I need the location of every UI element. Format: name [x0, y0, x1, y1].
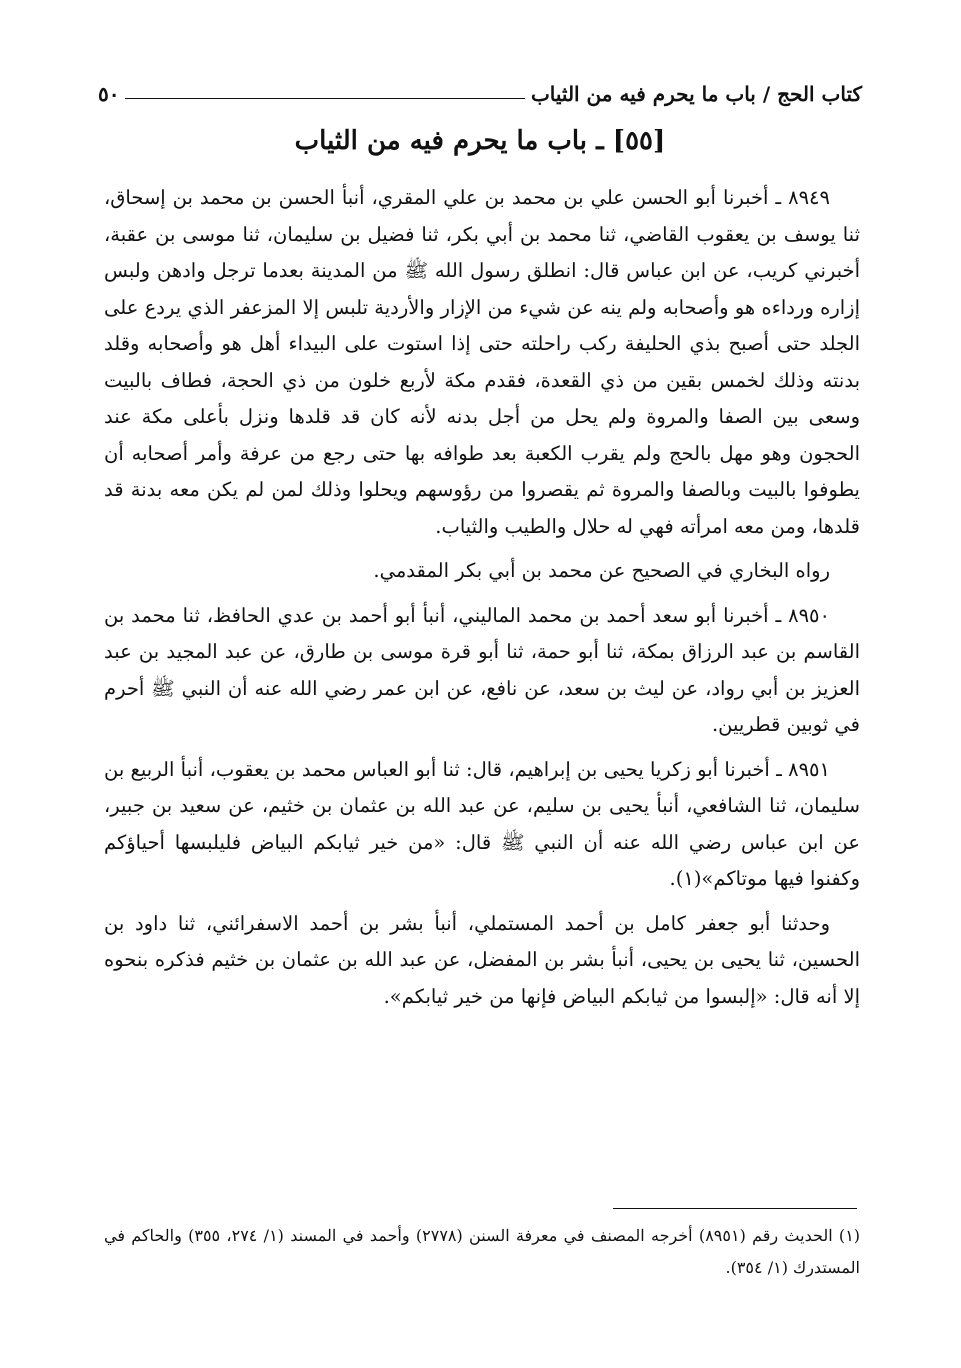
running-header — [98, 72, 862, 106]
supporting-chain-paragraph: وحدثنا أبو جعفر كامل بن أحمد المستملي، أنبأ بشر بن أحمد الاسفرائني، ثنا داود بن الحسين، ثنا يحيى بن يحيى، أنبأ بشر بن المفضل، عن عبد الله بن عثمان بن خثيم فذكره بنحوه إلا أنه قال: «إلبسوا من ثيابكم البياض فإنها من خير ثيابكم». — [104, 911, 860, 1008]
running-title: كتاب الحج / باب ما يحرم فيه من الثياب — [530, 82, 862, 106]
hadith-paragraph-8949: ٨٩٤٩ ـ أخبرنا أبو الحسن علي بن محمد بن علي المقري، أنبأ الحسن بن محمد بن إسحاق، ثنا يوسف بن يعقوب القاضي، ثنا محمد بن أبي بكر، ثنا فضيل بن سليمان، ثنا موسى بن عقبة، أخبرني كريب، عن ابن عباس قال: انطلق رسول الله ﷺ من المدينة بعدما ترجل وادهن ولبس إزاره ورداءه هو وأصحابه ولم ينه عن شيء من الإزار والأردية تلبس إلا المزعفر الذي يردع على الجلد حتى أصبح بذي الحليفة ركب راحلته حتى إذا استوت على البيداء أهل هو وأصحابه وقلد بدنته وذلك لخمس بقين من ذي القعدة، فقدم مكة لأربع خلون من ذي الحجة، فطاف بالبيت وسعى بين الصفا والمروة ولم يحل من أجل بدنه لأنه كان قد قلدها ونزل بأعلى مكة عند الحجون وهو مهل بالحج ولم يقرب الكعبة بعد طوافه بها حتى رجع من عرفة وأمر أصحابه أن يطوفوا بالبيت وبالصفا والمروة ثم يقصروا من رؤوسهم ويحلوا وذلك لمن لم يكن معه بدنة قد قلدها، ومن معه امرأته فهي له حلال والطيب والثياب. — [104, 186, 860, 538]
hadith-paragraph-8950: ٨٩٥٠ ـ أخبرنا أبو سعد أحمد بن محمد الماليني، أنبأ أبو أحمد بن عدي الحافظ، ثنا محمد بن القاسم بن عبد الرزاق بمكة، ثنا أبو حمة، ثنا أبو قرة موسى بن طارق، عن عبد المجيد بن عبد العزيز بن أبي رواد، عن ليث بن سعد، عن نافع، عن ابن عمر رضي الله عنه أن النبي ﷺ أحرم في ثوبين قطريين. — [104, 603, 860, 736]
hadith-paragraph-8951: ٨٩٥١ ـ أخبرنا أبو زكريا يحيى بن إبراهيم، قال: ثنا أبو العباس محمد بن يعقوب، أنبأ الربيع بن سليمان، ثنا الشافعي، أنبأ يحيى بن سليم، عن عبد الله بن عثمان بن خثيم، عن سعيد بن جبير، عن ابن عباس رضي الله عنه أن النبي ﷺ قال: «من خير ثيابكم البياض فليلبسها أحياؤكم وكفنوا فيها موتاكم»(١). — [104, 757, 860, 890]
page-number: ٥٠ — [98, 82, 120, 106]
header-rule — [125, 98, 524, 99]
chapter-title: [٥٥] ـ باب ما يحرم فيه من الثياب — [294, 126, 666, 156]
footnote-1: (١) الحديث رقم (٨٩٥١) أخرجه المصنف في معرفة السنن (٢٧٧٨) وأحمد في المسند (١/ ٢٧٤، ٣٥٥) والحاكم في المستدرك (١/ ٣٥٤). — [104, 1226, 861, 1277]
footnote-divider — [613, 1208, 857, 1209]
narration-note: رواه البخاري في الصحيح عن محمد بن أبي بكر المقدمي. — [373, 559, 830, 582]
main-text — [104, 180, 860, 1023]
footnotes — [104, 1220, 860, 1284]
